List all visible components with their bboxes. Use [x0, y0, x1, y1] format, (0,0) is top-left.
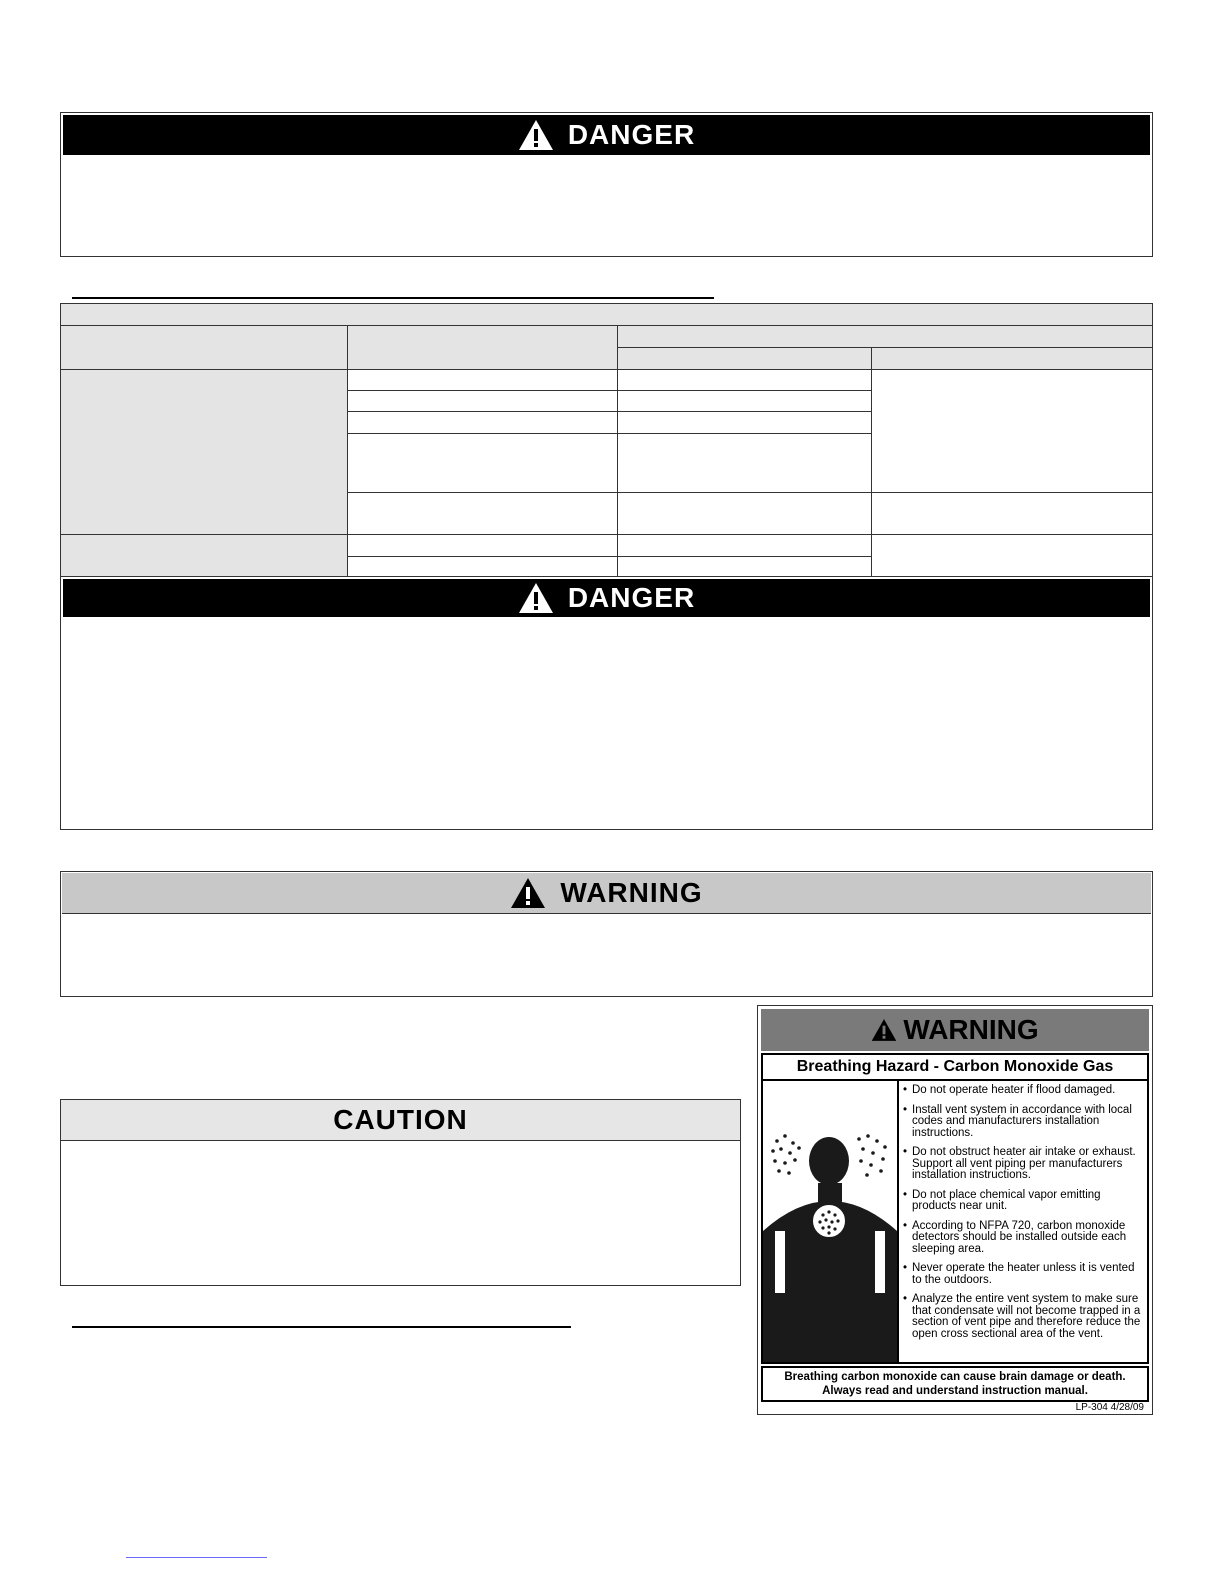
warning-triangle-icon [510, 877, 546, 909]
table-cell [347, 492, 618, 535]
danger-title: DANGER [567, 582, 696, 613]
table-cell [871, 492, 1153, 535]
label-bullet: • Never operate the heater unless it is vented to the outdoors. [903, 1263, 1145, 1286]
table-cell [617, 390, 872, 412]
table-header-col2 [347, 325, 618, 370]
label-bullet: • Do not place chemical vapor emitting products near unit. [903, 1190, 1145, 1213]
table-cell [617, 556, 872, 578]
table-cell [347, 411, 618, 434]
person-inhaling-gas-icon [763, 1081, 897, 1362]
table-cell [347, 369, 618, 391]
label-code: LP-304 4/28/09 [1075, 1402, 1144, 1413]
breathing-hazard-pictogram [763, 1081, 899, 1362]
caution-title: CAUTION [333, 1104, 468, 1135]
label-footer-line1: Breathing carbon monoxide can cause brain damage or death. [784, 1371, 1126, 1383]
table-cell [347, 433, 618, 493]
label-bullet-list [903, 1085, 1145, 1348]
table-cell [347, 534, 618, 557]
label-footer-line2: Always read and understand instruction manual. [822, 1385, 1088, 1397]
table-cell [617, 492, 872, 535]
warning-title: WARNING [560, 877, 703, 908]
table-cell [617, 411, 872, 434]
danger-header [63, 579, 1150, 617]
footer-link-underline[interactable] [126, 1557, 267, 1558]
label-footer [761, 1366, 1149, 1402]
carbon-monoxide-warning-label [757, 1005, 1153, 1415]
warning-triangle-icon [871, 1018, 897, 1042]
caution-header [61, 1100, 740, 1141]
section-heading-underline [72, 297, 714, 299]
table-cell [617, 534, 872, 557]
danger-box-top [60, 112, 1153, 257]
table-cell [617, 433, 872, 493]
danger-box-middle [60, 576, 1153, 830]
danger-title: DANGER [567, 119, 696, 150]
table-cell [347, 556, 618, 578]
label-bullet: • Install vent system in accordance with local codes and manufacturers installation instructions. [903, 1105, 1145, 1140]
label-bullet: • Analyze the entire vent system to make sure that condensate will not become trapped in a section of vent pipe and therefore reduce the open cross sectional area of the vent. [903, 1294, 1145, 1340]
label-warning-header [761, 1009, 1149, 1051]
warning-triangle-icon [518, 582, 554, 614]
table-title-row [60, 303, 1153, 326]
danger-header [63, 115, 1150, 155]
label-subtitle: Breathing Hazard - Carbon Monoxide Gas [761, 1053, 1149, 1081]
warning-box [60, 871, 1153, 997]
section-heading-underline [72, 1326, 571, 1328]
label-bullet: • According to NFPA 720, carbon monoxide detectors should be installed outside each sleeping area. [903, 1221, 1145, 1256]
table-header-col1 [60, 325, 348, 370]
table-row-group-2 [60, 534, 348, 578]
table-cell [617, 369, 872, 391]
table-row-group-1 [60, 369, 348, 535]
label-body [761, 1081, 1149, 1364]
table-cell [347, 390, 618, 412]
warning-triangle-icon [518, 119, 554, 151]
label-bullet: • Do not operate heater if flood damaged. [903, 1085, 1145, 1097]
table-header-sub1 [617, 347, 872, 370]
table-header-sub2 [871, 347, 1153, 370]
table-header-group [617, 325, 1153, 348]
table-cell-merged [871, 534, 1153, 578]
table-cell-merged [871, 369, 1153, 493]
label-title: WARNING [903, 1014, 1039, 1045]
label-bullet: • Do not obstruct heater air intake or exhaust. Support all vent piping per manufacturers installation instructions. [903, 1147, 1145, 1182]
caution-box [60, 1099, 741, 1286]
warning-header [62, 873, 1151, 914]
